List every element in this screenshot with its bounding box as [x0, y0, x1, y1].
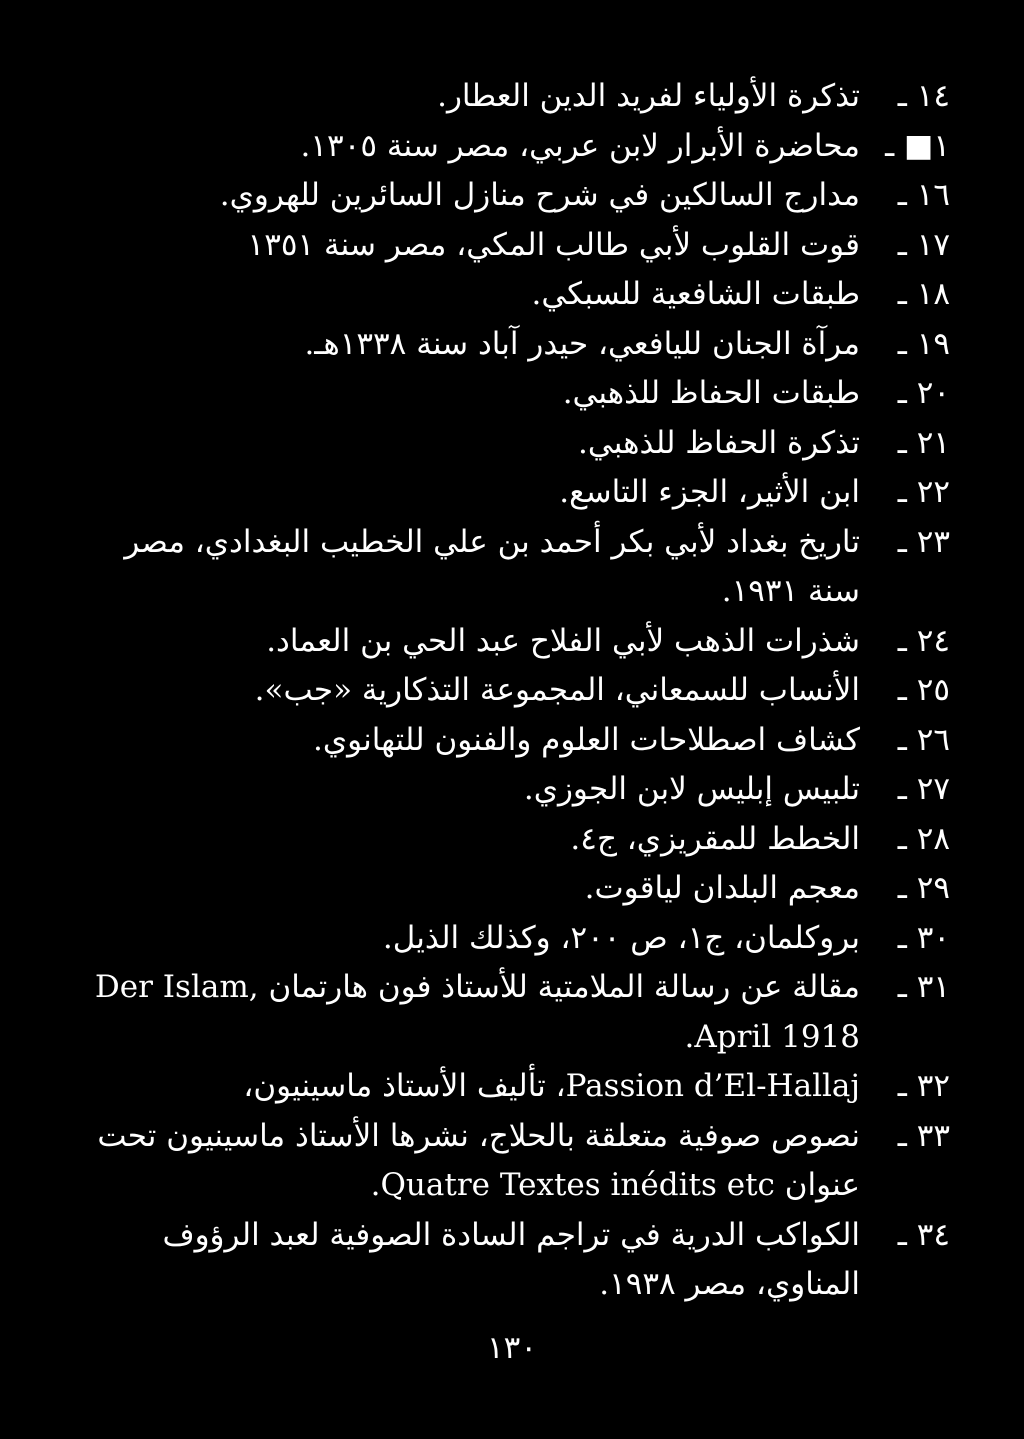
reference-number: ٢٢ ـ [897, 474, 950, 510]
reference-number: ٢٦ ـ [897, 721, 950, 758]
reference-text: الخطط للمقريزي، ج٤. [570, 820, 860, 857]
reference-text: كشاف اصطلاحات العلوم والفنون للتهانوي. [313, 721, 860, 758]
reference-text: شذرات الذهب لأبي الفلاح عبد الحي بن العماد. [266, 622, 860, 659]
reference-item-19 [80, 320, 950, 370]
reference-number: ٣٢ ـ [897, 1068, 950, 1104]
reference-text: تذكرة الحفاظ للذهبي. [578, 424, 860, 461]
reference-number: ٢٧ ـ [897, 771, 950, 807]
reference-number: ٢٩ ـ [897, 870, 950, 906]
reference-item-32 [80, 1062, 950, 1112]
reference-number: ١٦ ـ [897, 177, 950, 213]
reference-text: معجم البلدان لياقوت. [584, 870, 860, 906]
reference-text: الكواكب الدرية في تراجم السادة الصوفية لعبد الرؤوف المناوي، مصر ١٩٣٨. [162, 1216, 860, 1302]
reference-number: ٢٨ ـ [897, 820, 950, 857]
reference-number: ١٧ ـ [897, 226, 950, 263]
reference-item-18 [80, 270, 950, 320]
reference-number: ٢١ ـ [897, 424, 950, 461]
reference-number: ٣١ ـ [897, 969, 950, 1005]
reference-item-23 [80, 518, 950, 617]
reference-text: تذكرة الأولياء لفريد الدين العطار. [437, 78, 860, 114]
reference-item-24 [80, 617, 950, 667]
reference-item-15 [80, 122, 950, 172]
reference-number: ٢٠ ـ [897, 375, 950, 411]
reference-item-21 [80, 419, 950, 469]
reference-text: نصوص صوفية متعلقة بالحلاج، نشرها الأستاذ ماسينيون تحت عنوان Quatre Textes inédits etc. [97, 1117, 860, 1203]
reference-item-33 [80, 1112, 950, 1211]
reference-item-28 [80, 815, 950, 865]
reference-number: ٢٥ ـ [897, 672, 950, 708]
reference-item-25 [80, 666, 950, 716]
reference-item-29 [80, 864, 950, 914]
reference-item-20 [80, 369, 950, 419]
reference-text: بروكلمان، ج١، ص ٢٠٠، وكذلك الذيل. [382, 919, 860, 956]
reference-text: مقالة عن رسالة الملامتية للأستاذ فون هارتمان Der Islam, April 1918. [94, 969, 860, 1055]
reference-text: Passion d’El-Hallaj، تأليف الأستاذ ماسينيون، [243, 1068, 860, 1104]
reference-text: محاضرة الأبرار لابن عربي، مصر سنة ١٣٠٥. [300, 127, 860, 164]
reference-item-30 [80, 914, 950, 964]
reference-text: قوت القلوب لأبي طالب المكي، مصر سنة ١٣٥١ [247, 226, 860, 263]
reference-number: ١٩ ـ [897, 325, 950, 362]
reference-text: مدارج السالكين في شرح منازل السائرين للهروي. [219, 177, 860, 213]
reference-item-17 [80, 221, 950, 271]
reference-text: تلبيس إبليس لابن الجوزي. [523, 771, 860, 807]
reference-item-22 [80, 468, 950, 518]
reference-item-31 [80, 963, 950, 1062]
reference-text: طبقات الحفاظ للذهبي. [562, 375, 860, 411]
reference-item-16 [80, 171, 950, 221]
reference-number: ٣٤ ـ [897, 1216, 950, 1253]
reference-text: تاريخ بغداد لأبي بكر أحمد بن علي الخطيب البغدادي، مصر سنة ١٩٣١. [124, 523, 860, 609]
reference-text: مرآة الجنان لليافعي، حيدر آباد سنة ١٣٣٨هـ. [304, 325, 860, 362]
reference-item-26 [80, 716, 950, 766]
reference-number: ١٨ ـ [897, 276, 950, 312]
reference-item-34 [80, 1211, 950, 1310]
reference-item-14 [80, 72, 950, 122]
reference-text: طبقات الشافعية للسبكي. [531, 276, 860, 312]
reference-list [80, 72, 950, 1310]
reference-number: ٢٣ ـ [897, 523, 950, 560]
page-number: ١٣٠ [487, 1330, 537, 1366]
reference-text: ابن الأثير، الجزء التاسع. [559, 474, 860, 510]
reference-item-27 [80, 765, 950, 815]
reference-number: ٣٠ ـ [897, 919, 950, 956]
reference-number: ٣٣ ـ [897, 1117, 950, 1154]
reference-number: ١■ ـ [885, 127, 950, 164]
reference-number: ١٤ ـ [897, 78, 950, 114]
reference-number: ٢٤ ـ [897, 622, 950, 659]
reference-text: الأنساب للسمعاني، المجموعة التذكارية «جب». [254, 672, 860, 708]
